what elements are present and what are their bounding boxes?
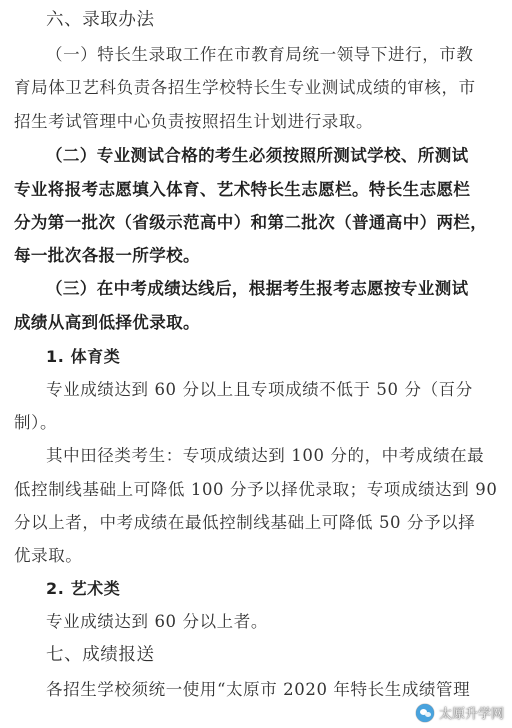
paragraph-1-line-2: 育局体卫艺科负责各招生学校特长生专业测试成绩的审核，市 xyxy=(14,78,476,97)
paragraph-2-line-3: 分为第一批次（省级示范高中）和第二批次（普通高中）两栏， xyxy=(14,213,488,232)
chat-bubble-icon xyxy=(416,704,434,722)
track-line-4: 优录取。 xyxy=(14,546,83,565)
watermark xyxy=(416,703,504,722)
paragraph-3-line-2: 成绩从高到低择优录取。 xyxy=(14,313,200,332)
paragraph-2-line-1: （二）专业测试合格的考生必须按照所测试学校、所测试 xyxy=(46,146,469,165)
paragraph-2-line-4: 每一批次各报一所学校。 xyxy=(14,246,200,265)
arts-line-1: 专业成绩达到 60 分以上者。 xyxy=(46,612,268,631)
sports-line-2: 制）。 xyxy=(14,413,58,432)
section-heading-score-report: 七、成绩报送 xyxy=(46,645,155,665)
watermark-text: 太原升学网 xyxy=(438,707,504,722)
track-line-1: 其中田径类考生：专项成绩达到 100 分的，中考成绩在最 xyxy=(46,446,485,465)
section-7-line-1: 各招生学校须统一使用“太原市 2020 年特长生成绩管理 xyxy=(46,680,471,699)
paragraph-3-line-1: （三）在中考成绩达线后，根据考生报考志愿按专业测试 xyxy=(46,279,469,298)
paragraph-1-line-3: 招生考试管理中心负责按照招生计划进行录取。 xyxy=(14,112,374,131)
subheading-arts: 2. 艺术类 xyxy=(46,579,121,598)
paragraph-1-line-1: （一）特长生录取工作在市教育局统一领导下进行，市教 xyxy=(46,45,474,64)
sports-line-1: 专业成绩达到 60 分以上且专项成绩不低于 50 分（百分 xyxy=(46,380,473,399)
section-heading-admission: 六、录取办法 xyxy=(46,10,155,30)
paragraph-2-line-2: 专业将报考志愿填入体育、艺术特长生志愿栏。特长生志愿栏 xyxy=(14,180,471,199)
track-line-2: 低控制线基础上可降低 100 分予以择优录取；专项成绩达到 90 xyxy=(14,480,498,499)
track-line-3: 分以上者，中考成绩在最低控制线基础上可降低 50 分予以择 xyxy=(14,513,476,532)
subheading-sports: 1. 体育类 xyxy=(46,347,121,366)
